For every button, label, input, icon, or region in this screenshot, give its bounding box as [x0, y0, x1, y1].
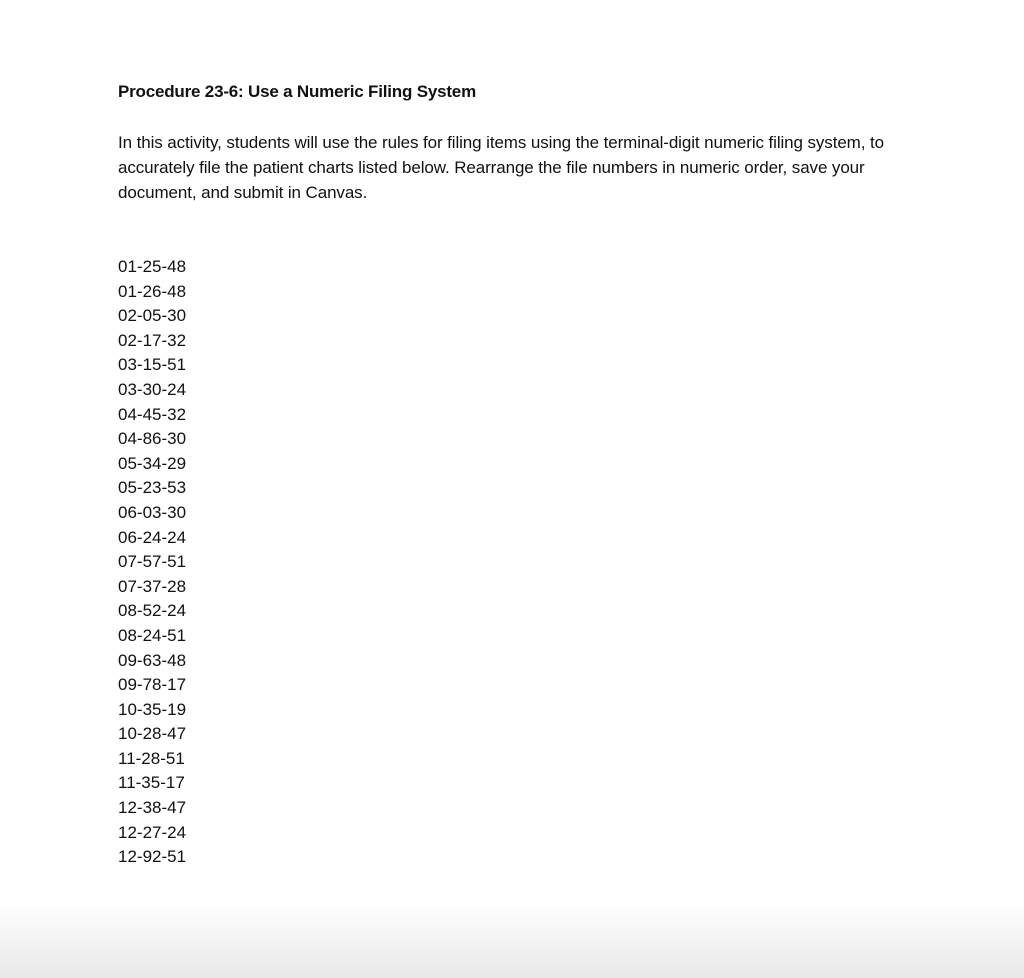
instructions-paragraph: In this activity, students will use the rules for filing items using the terminal-digit numeric filing system, to accurately file the patient charts listed below. Rearrange the file numbers in numeric order, save your document, and submit in Canvas.	[118, 133, 884, 202]
document-title: Procedure 23-6: Use a Numeric Filing System	[118, 82, 476, 101]
file-number-item: 04-45-32	[118, 404, 187, 424]
file-number-list	[118, 255, 918, 870]
file-number-item: 02-05-30	[118, 306, 187, 326]
file-number-item: 08-52-24	[118, 601, 187, 621]
file-number-item: 05-23-53	[118, 478, 187, 498]
file-number-item: 08-24-51	[118, 625, 187, 645]
file-number-item: 09-78-17	[118, 675, 187, 695]
file-number-item: 09-63-48	[118, 650, 187, 670]
file-number-item: 11-35-17	[118, 773, 185, 793]
file-number-item: 06-24-24	[118, 527, 187, 547]
file-number-item: 12-38-47	[118, 798, 187, 818]
file-number-item: 03-15-51	[118, 355, 187, 375]
file-number-item: 07-57-51	[118, 552, 187, 572]
file-number-item: 10-35-19	[118, 699, 187, 719]
file-number-item: 05-34-29	[118, 453, 187, 473]
file-number-item: 01-26-48	[118, 281, 187, 301]
document-content	[118, 80, 918, 870]
file-number-item: 07-37-28	[118, 576, 187, 596]
file-number-item: 04-86-30	[118, 429, 187, 449]
file-number-item: 11-28-51	[118, 748, 185, 768]
file-number-item: 12-92-51	[118, 847, 187, 867]
file-number-item: 01-25-48	[118, 257, 187, 276]
file-number-item: 06-03-30	[118, 502, 187, 522]
file-number-item: 10-28-47	[118, 724, 187, 744]
file-number-item: 03-30-24	[118, 379, 187, 399]
file-number-item: 02-17-32	[118, 330, 187, 350]
file-number-item: 12-27-24	[118, 822, 187, 842]
